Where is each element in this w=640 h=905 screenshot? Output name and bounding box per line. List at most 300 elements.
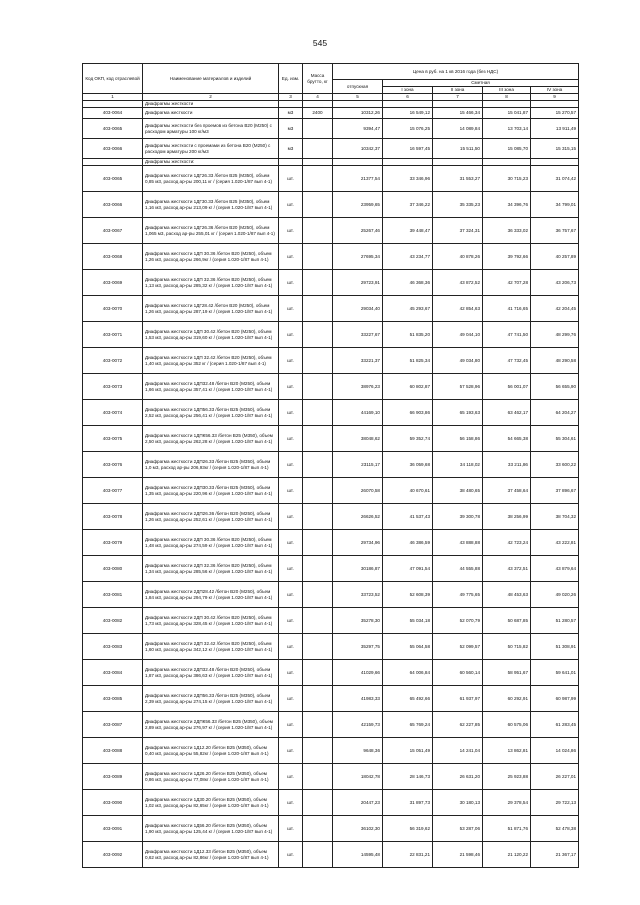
item-name: Диафрагма жесткости 2ДП28.42 /бетон В20 (М250), объем 1,84 м3, расход ар-ры 294,79 кг / (серия 1.020-1/87 вып 4-1) — [143, 582, 279, 608]
item-unit: шт. — [279, 348, 303, 374]
zone4-price: 51 308,91 — [531, 634, 579, 660]
table-row — [83, 530, 579, 556]
zone4-price: 59 641,01 — [531, 660, 579, 686]
item-unit: шт. — [279, 582, 303, 608]
item-code: 403-0066 — [83, 192, 143, 218]
zone3-price: 30 715,23 — [483, 166, 531, 192]
item-unit: шт. — [279, 816, 303, 842]
zone3-price: 51 871,76 — [483, 816, 531, 842]
table-row — [83, 270, 579, 296]
zone2-price: 57 528,96 — [433, 374, 483, 400]
zone2-price: 49 775,65 — [433, 582, 483, 608]
item-mass — [303, 478, 333, 504]
zone1-price: 55 064,58 — [383, 634, 433, 660]
item-mass — [303, 218, 333, 244]
zone2-price: 52 070,79 — [433, 608, 483, 634]
zone3-price: 47 741,50 — [483, 322, 531, 348]
section-empty-cell — [333, 101, 383, 108]
zone4-price: 64 204,27 — [531, 400, 579, 426]
zone4-price: 48 290,58 — [531, 348, 579, 374]
section-empty-cell — [303, 159, 333, 166]
zone3-price: 13 862,81 — [483, 738, 531, 764]
item-name: Диафрагма жесткости 1ДГ26.33 /бетон В25 (М350), объем 0,85 м3, расход ар-ры 200,11 кг / (серия 1.020-1/87 вып 4-1) — [143, 166, 279, 192]
zone3-price: 56 001,07 — [483, 374, 531, 400]
release-price: 14595,48 — [333, 842, 383, 868]
item-code: 403-0082 — [83, 608, 143, 634]
table-row — [83, 660, 579, 686]
zone2-price: 61 937,97 — [433, 686, 483, 712]
zone3-price: 63 462,17 — [483, 400, 531, 426]
column-number: 8 — [483, 94, 531, 101]
zone4-price: 61 283,45 — [531, 712, 579, 738]
item-unit: шт. — [279, 270, 303, 296]
zone2-price: 56 158,86 — [433, 426, 483, 452]
item-name: Диафрагма жесткости 2ДП56.33 /бетон В25 (М350), объем 2,39 м3, расход ар-ры 274,15 кг / (серия 1.020-1/87 вып 4-1) — [143, 686, 279, 712]
item-unit: шт. — [279, 296, 303, 322]
zone4-price: 55 304,61 — [531, 426, 579, 452]
zone2-price: 39 300,78 — [433, 504, 483, 530]
zone4-price: 43 222,81 — [531, 530, 579, 556]
item-name: Диафрагма жесткости 1ДП 32.36 /бетон В20 (М250), объем 1,13 м3, расход ар-ры 285,32 кг / (серия 1.020-1/87 вып 4-1) — [143, 270, 279, 296]
zone1-price: 52 608,39 — [383, 582, 433, 608]
item-name: Диафрагма жесткости 1Д12.33 /бетон В25 (М350), объем 0,62 м3, расход ар-ры 82,86кг / (серия 1.020-1/87 вып 4-1) — [143, 842, 279, 868]
table-row — [83, 192, 579, 218]
item-name: Диафрагма жесткости 1ДГ26.36 /бетон В20 (М250), объем 1,065 м3, расход ар-ры 255,01 кг / (серия 1.020-1/87 вып 4-1) — [143, 218, 279, 244]
item-name: Диафрагма жесткости 1Д30.20 /бетон В25 (М350), объем 1,02 м3, расход ар-ры 82,65кг / (серия 1.020-1/87 вып 4-1) — [143, 790, 279, 816]
release-price: 33227,67 — [333, 322, 383, 348]
table-row — [83, 400, 579, 426]
item-mass — [303, 504, 333, 530]
item-mass: 2400 — [303, 108, 333, 119]
item-code: 403-0065 — [83, 166, 143, 192]
zone1-price: 37 346,22 — [383, 192, 433, 218]
section-empty-cell — [483, 101, 531, 108]
zone4-price: 34 799,01 — [531, 192, 579, 218]
item-mass — [303, 348, 333, 374]
table-row — [83, 452, 579, 478]
item-mass — [303, 816, 333, 842]
item-mass — [303, 270, 333, 296]
item-name: Диафрагма жесткости 2ДП30.33 /бетон В25 (М350), объем 1,35 м3, расход ар-ры 220,96 кг / (серия 1.020-1/87 вып 4-1) — [143, 478, 279, 504]
zone2-price: 38 480,65 — [433, 478, 483, 504]
zone4-price: 26 227,01 — [531, 764, 579, 790]
item-name: Диафрагма жесткости 1ДП32.48 /бетон В20 (М250), объем 1,66 м3, расход ар-ры 357,41 кг / (серия 1.020-1/87 вып 4-1) — [143, 374, 279, 400]
item-unit: шт. — [279, 790, 303, 816]
header-release: отпускная — [333, 80, 383, 94]
zone4-price: 15 315,15 — [531, 139, 579, 159]
item-code: 403-0075 — [83, 426, 143, 452]
column-number: 9 — [531, 94, 579, 101]
price-table — [82, 63, 579, 868]
table-row — [83, 842, 579, 868]
zone3-price: 37 458,64 — [483, 478, 531, 504]
section-empty-cell — [333, 159, 383, 166]
table-row — [83, 296, 579, 322]
item-code: 403-0067 — [83, 218, 143, 244]
zone1-price: 60 802,87 — [383, 374, 433, 400]
item-code: 403-0069 — [83, 270, 143, 296]
zone2-price: 42 854,63 — [433, 296, 483, 322]
zone3-price: 48 453,63 — [483, 582, 531, 608]
zone2-price: 15 466,34 — [433, 108, 483, 119]
item-code: 403-0084 — [83, 660, 143, 686]
zone4-price: 60 987,99 — [531, 686, 579, 712]
zone3-price: 50 687,85 — [483, 608, 531, 634]
table-row — [83, 712, 579, 738]
zone1-price: 46 368,36 — [383, 270, 433, 296]
release-price: 42159,73 — [333, 712, 383, 738]
item-name: Диафрагма жесткости 1ДП 30.36 /бетон В20 (М250), объем 1,26 м3, расход ар-ры 266,9кг / (серия 1.020-1/87 вып 4-1) — [143, 244, 279, 270]
release-price: 30186,87 — [333, 556, 383, 582]
zone3-price: 38 256,99 — [483, 504, 531, 530]
item-code: 403-0073 — [83, 374, 143, 400]
zone2-price: 14 241,04 — [433, 738, 483, 764]
item-mass — [303, 738, 333, 764]
item-unit: шт. — [279, 244, 303, 270]
item-code: 403-0079 — [83, 530, 143, 556]
section-code-cell — [83, 101, 143, 108]
zone3-price: 25 923,88 — [483, 764, 531, 790]
item-mass — [303, 296, 333, 322]
item-unit: шт. — [279, 660, 303, 686]
item-name: Диафрагмы жесткости с проемами из бетона В20 (М250) с расходом арматуры 200 кг/м3 — [143, 139, 279, 159]
item-unit: шт. — [279, 608, 303, 634]
item-unit: шт. — [279, 322, 303, 348]
zone4-price: 33 600,22 — [531, 452, 579, 478]
zone4-price: 13 911,49 — [531, 119, 579, 139]
zone4-price: 51 280,57 — [531, 608, 579, 634]
column-number: 1 — [83, 94, 143, 101]
zone3-price: 15 041,87 — [483, 108, 531, 119]
release-price: 29034,40 — [333, 296, 383, 322]
item-name: Диафрагма жесткости 2ДП26.33 /бетон В25 (М350), объем 1,0 м3, расход ар-ры 206,93кг / (серия 1.020-1/87 вып 4-1) — [143, 452, 279, 478]
item-name: Диафрагма жесткости — [143, 108, 279, 119]
release-price: 23959,65 — [333, 192, 383, 218]
section-row — [83, 159, 579, 166]
zone2-price: 49 044,10 — [433, 322, 483, 348]
item-name: Диафрагма жесткости 2ДП26.36 /бетон В20 (М250), объем 1,26 м3, расход ар-ры 252,61 кг / (серия 1.020-1/87 вып 4-1) — [143, 504, 279, 530]
item-name: Диафрагма жесткости 2ДП 30.36 /бетон В20 (М250), объем 1,48 м3, расход ар-ры 274,59 кг / (серия 1.020-1/87 вып 4-1) — [143, 530, 279, 556]
item-name: Диафрагма жесткости 1Д12.20 /бетон В25 (М350), объем 0,40 м3, расход ар-ры 55,82кг / (серия 1.020-1/87 вып 4-1) — [143, 738, 279, 764]
item-name: Диафрагма жесткости 1ДПК56.33 /бетон В25 (М350), объем 2,50 м3, расход ар-ры 262,28 кг / (серия 1.020-1/87 вып 4-1) — [143, 426, 279, 452]
release-price: 9648,36 — [333, 738, 383, 764]
item-unit: шт. — [279, 400, 303, 426]
item-name: Диафрагма жесткости 1ДП 32.42 /бетон В20 (М250), объем 1,40 м3, расход ар-ры 352 кг / (серия 1.020-1/87 вып 4-1) — [143, 348, 279, 374]
table-row — [83, 322, 579, 348]
release-price: 26626,52 — [333, 504, 383, 530]
release-price: 33221,37 — [333, 348, 383, 374]
item-unit: шт. — [279, 712, 303, 738]
zone4-price: 38 704,32 — [531, 504, 579, 530]
section-row — [83, 101, 579, 108]
zone1-price: 28 146,73 — [383, 764, 433, 790]
zone2-price: 60 560,14 — [433, 660, 483, 686]
table-row — [83, 582, 579, 608]
release-price: 29723,91 — [333, 270, 383, 296]
item-code: 403-0074 — [83, 400, 143, 426]
release-price: 21377,54 — [333, 166, 383, 192]
header-zone2: II зона — [433, 87, 483, 94]
zone4-price: 36 757,67 — [531, 218, 579, 244]
item-mass — [303, 556, 333, 582]
column-number: 3 — [279, 94, 303, 101]
zone2-price: 14 089,84 — [433, 119, 483, 139]
section-code-cell — [83, 159, 143, 166]
zone3-price: 33 211,86 — [483, 452, 531, 478]
release-price: 33723,52 — [333, 582, 383, 608]
item-code: 403-0088 — [83, 738, 143, 764]
section-empty-cell — [433, 159, 483, 166]
item-unit: шт. — [279, 452, 303, 478]
section-empty-cell — [531, 159, 579, 166]
item-unit: шт. — [279, 504, 303, 530]
zone1-price: 16 597,45 — [383, 139, 433, 159]
zone1-price: 65 769,24 — [383, 712, 433, 738]
table-row — [83, 374, 579, 400]
release-price: 25267,46 — [333, 218, 383, 244]
item-unit: шт. — [279, 556, 303, 582]
header-zone1: I зона — [383, 87, 433, 94]
item-mass — [303, 686, 333, 712]
item-unit: шт. — [279, 374, 303, 400]
zone2-price: 65 193,63 — [433, 400, 483, 426]
zone2-price: 35 335,23 — [433, 192, 483, 218]
header-name: Наименование материалов и изделий — [143, 64, 279, 94]
zone1-price: 47 091,54 — [383, 556, 433, 582]
release-price: 20447,23 — [333, 790, 383, 816]
item-name: Диафрагма жесткости 2ДПК56.33 /бетон В25 (М350), объем 2,89 м3, расход ар-ры 276,97 кг / (серия 1.020-1/87 вып 4-1) — [143, 712, 279, 738]
zone3-price: 58 951,67 — [483, 660, 531, 686]
table-row — [83, 764, 579, 790]
section-title: Диафрагмы жесткости — [143, 101, 279, 108]
zone2-price: 37 324,31 — [433, 218, 483, 244]
item-unit: шт. — [279, 686, 303, 712]
zone1-price: 16 549,12 — [383, 108, 433, 119]
section-empty-cell — [279, 101, 303, 108]
item-unit: м3 — [279, 108, 303, 119]
zone4-price: 14 024,86 — [531, 738, 579, 764]
release-price: 26070,58 — [333, 478, 383, 504]
zone2-price: 21 598,46 — [433, 842, 483, 868]
zone4-price: 31 074,42 — [531, 166, 579, 192]
header-code: Код ОКП, код отраслевой — [83, 64, 143, 94]
table-row — [83, 816, 579, 842]
item-unit: шт. — [279, 764, 303, 790]
item-mass — [303, 452, 333, 478]
item-mass — [303, 842, 333, 868]
table-row — [83, 108, 579, 119]
item-mass — [303, 712, 333, 738]
item-code: 403-0065 — [83, 119, 143, 139]
zone3-price: 42 707,28 — [483, 270, 531, 296]
item-code: 403-0077 — [83, 478, 143, 504]
item-mass — [303, 374, 333, 400]
release-price: 27695,34 — [333, 244, 383, 270]
table-row — [83, 686, 579, 712]
zone1-price: 46 386,59 — [383, 530, 433, 556]
zone2-price: 53 287,06 — [433, 816, 483, 842]
item-name: Диафрагма жесткости 2ДП 32.36 /бетон В20 (М250), объем 1,34 м3, расход ар-ры 285,56 кг / (серия 1.020-1/87 вып 4-1) — [143, 556, 279, 582]
zone1-price: 15 076,25 — [383, 119, 433, 139]
zone1-price: 51 825,34 — [383, 348, 433, 374]
item-mass — [303, 139, 333, 159]
item-unit: шт. — [279, 738, 303, 764]
item-name: Диафрагма жесткости 1ДГ30.33 /бетон В25 (М350), объем 1,16 м3, расход ар-ры 213,09 кг / (серия 1.020-1/87 вып 4-1) — [143, 192, 279, 218]
item-name: Диафрагма жесткости 1ДГ28.42 /бетон В20 (М250), объем 1,26 м3, расход ар-ры 287,19 кг / (серия 1.020-1/87 вып 4-1) — [143, 296, 279, 322]
table-row — [83, 139, 579, 159]
item-name: Диафрагма жесткости 2ДП32.48 /бетон В20 (М250), объем 1,87 м3, расход ар-ры 386,63 кг / (серия 1.020-1/87 вып 4-1) — [143, 660, 279, 686]
release-price: 44169,10 — [333, 400, 383, 426]
release-price: 29734,96 — [333, 530, 383, 556]
table-row — [83, 348, 579, 374]
item-name: Диафрагма жесткости 1ДП 30.42 /бетон В20 (М250), объем 1,53 м3, расход ар-ры 319,60 кг / (серия 1.020-1/87 вып 4-1) — [143, 322, 279, 348]
item-code: 403-0085 — [83, 686, 143, 712]
zone3-price: 60 292,91 — [483, 686, 531, 712]
release-price: 41983,33 — [333, 686, 383, 712]
zone1-price: 64 006,84 — [383, 660, 433, 686]
zone3-price: 29 378,54 — [483, 790, 531, 816]
zone2-price: 52 099,57 — [433, 634, 483, 660]
zone3-price: 43 372,51 — [483, 556, 531, 582]
zone2-price: 30 180,13 — [433, 790, 483, 816]
section-empty-cell — [433, 101, 483, 108]
column-number: 7 — [433, 94, 483, 101]
item-mass — [303, 192, 333, 218]
item-code: 403-0080 — [83, 556, 143, 582]
item-code: 403-0090 — [83, 790, 143, 816]
item-mass — [303, 426, 333, 452]
item-unit: шт. — [279, 478, 303, 504]
zone1-price: 40 670,61 — [383, 478, 433, 504]
zone2-price: 15 511,50 — [433, 139, 483, 159]
zone3-price: 41 716,65 — [483, 296, 531, 322]
table-row — [83, 504, 579, 530]
table-row — [83, 166, 579, 192]
zone3-price: 54 665,38 — [483, 426, 531, 452]
zone2-price: 43 872,52 — [433, 270, 483, 296]
section-title: Диафрагмы жесткости: — [143, 159, 279, 166]
header-price: Цена в руб. на 1 кв 2016 года (без НДС) — [333, 64, 579, 80]
item-mass — [303, 608, 333, 634]
item-unit: м3 — [279, 139, 303, 159]
column-number: 5 — [333, 94, 383, 101]
table-row — [83, 478, 579, 504]
item-code: 403-0087 — [83, 712, 143, 738]
item-code: 403-0071 — [83, 322, 143, 348]
release-price: 23115,17 — [333, 452, 383, 478]
release-price: 36102,30 — [333, 816, 383, 842]
table-row — [83, 244, 579, 270]
zone3-price: 13 703,14 — [483, 119, 531, 139]
zone4-price: 40 257,89 — [531, 244, 579, 270]
release-price: 41029,66 — [333, 660, 383, 686]
item-mass — [303, 530, 333, 556]
release-price: 9394,47 — [333, 119, 383, 139]
zone3-price: 34 396,76 — [483, 192, 531, 218]
table-row — [83, 426, 579, 452]
header-zone3: III зона — [483, 87, 531, 94]
release-price: 38048,62 — [333, 426, 383, 452]
item-code: 403-0068 — [83, 244, 143, 270]
item-mass — [303, 764, 333, 790]
release-price: 35297,75 — [333, 634, 383, 660]
item-name: Диафрагмы жесткости без проемов из бетона В20 (М250) с расходом арматуры 100 кг/м3 — [143, 119, 279, 139]
item-name: Диафрагма жесткости 1ДП56.33 /бетон В25 (М350), объем 2,52 м3, расход ар-ры 256,41 кг / (серия 1.020-1/87 вып 4-1) — [143, 400, 279, 426]
section-empty-cell — [279, 159, 303, 166]
zone1-price: 55 034,18 — [383, 608, 433, 634]
release-price: 38976,23 — [333, 374, 383, 400]
release-price: 35278,30 — [333, 608, 383, 634]
zone1-price: 51 835,20 — [383, 322, 433, 348]
zone1-price: 39 448,47 — [383, 218, 433, 244]
zone1-price: 65 492,66 — [383, 686, 433, 712]
zone3-price: 47 732,45 — [483, 348, 531, 374]
zone4-price: 37 896,67 — [531, 478, 579, 504]
item-name: Диафрагма жесткости 1Д56.20 /бетон В25 (М350), объем 1,90 м3, расход ар-ры 125,44 кг / (серия 1.020-1/87 вып 4-1) — [143, 816, 279, 842]
section-empty-cell — [531, 101, 579, 108]
column-number: 6 — [383, 94, 433, 101]
zone1-price: 33 346,96 — [383, 166, 433, 192]
zone4-price: 43 879,64 — [531, 556, 579, 582]
release-price: 10312,26 — [333, 108, 383, 119]
item-mass — [303, 322, 333, 348]
item-code: 403-0076 — [83, 452, 143, 478]
zone1-price: 56 319,62 — [383, 816, 433, 842]
section-empty-cell — [383, 101, 433, 108]
section-empty-cell — [303, 101, 333, 108]
item-code: 403-0083 — [83, 634, 143, 660]
zone2-price: 62 227,85 — [433, 712, 483, 738]
zone1-price: 41 537,43 — [383, 504, 433, 530]
zone4-price: 48 299,76 — [531, 322, 579, 348]
item-mass — [303, 166, 333, 192]
zone3-price: 39 792,66 — [483, 244, 531, 270]
item-unit: шт. — [279, 218, 303, 244]
zone3-price: 36 333,02 — [483, 218, 531, 244]
item-mass — [303, 400, 333, 426]
item-code: 403-0070 — [83, 296, 143, 322]
release-price: 18042,78 — [333, 764, 383, 790]
zone3-price: 15 085,70 — [483, 139, 531, 159]
zone4-price: 15 270,57 — [531, 108, 579, 119]
item-mass — [303, 119, 333, 139]
item-mass — [303, 660, 333, 686]
item-code: 403-0066 — [83, 139, 143, 159]
zone4-price: 49 020,26 — [531, 582, 579, 608]
zone2-price: 44 555,88 — [433, 556, 483, 582]
table-body — [83, 101, 579, 868]
zone2-price: 43 888,88 — [433, 530, 483, 556]
header-delivered: Сметная — [383, 80, 579, 87]
zone4-price: 21 367,17 — [531, 842, 579, 868]
zone1-price: 15 051,49 — [383, 738, 433, 764]
zone2-price: 31 553,27 — [433, 166, 483, 192]
zone1-price: 45 293,67 — [383, 296, 433, 322]
table-row — [83, 608, 579, 634]
table-row — [83, 556, 579, 582]
item-mass — [303, 634, 333, 660]
item-unit: м3 — [279, 119, 303, 139]
item-code: 403-0081 — [83, 582, 143, 608]
item-name: Диафрагма жесткости 1Д26.20 /бетон В25 (М350), объем 0,86 м3, расход ар-ры 77,08кг / (серия 1.020-1/87 вып 4-1) — [143, 764, 279, 790]
item-mass — [303, 244, 333, 270]
item-mass — [303, 582, 333, 608]
header-mass: Масса брутто, кг — [303, 64, 333, 94]
zone2-price: 49 034,80 — [433, 348, 483, 374]
release-price: 10342,37 — [333, 139, 383, 159]
zone4-price: 29 722,13 — [531, 790, 579, 816]
zone3-price: 50 715,82 — [483, 634, 531, 660]
